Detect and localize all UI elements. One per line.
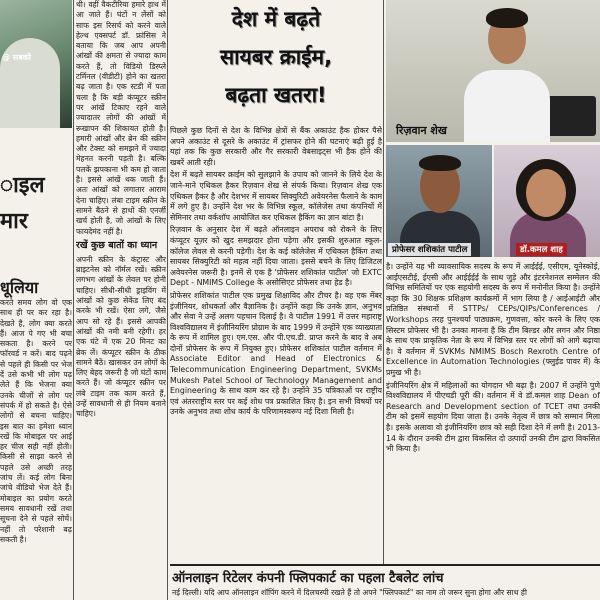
left-article-headline bbox=[0, 168, 72, 240]
main-paragraph-1: पिछले कुछ दिनों से देश के विभिन्न क्षेत्रों से बैंक अकाउंट हैक होकर पैसे अपने अकाउंट से दूसरे के अकाउंट में ट्रांसफर होने की घटनाएं बढ़ी हुई है यहां तक कि कुछ सरकारी और गैर सरकारी वेबसाइट्स भी हैक होने की खबरें आती रही। bbox=[170, 126, 382, 167]
main-headline-line-2: सायबर क्राईम, bbox=[219, 45, 333, 69]
eye-health-subhead: रखें कुछ बातों का ध्यान bbox=[76, 239, 158, 251]
shashikant-patil-photo bbox=[386, 145, 492, 257]
right-paragraph-2: इंजीनियरिंग क्षेत्र में महिलाओं का योगदान भी बढ़ा है। 2007 में उन्होंने पुणे विश्वविद्यालय में पीएचडी पूरी की। वर्तमान में वे डॉ.कमल शाह Dean of Research and Development section of TCET तथा उनकी टीम को इसमें सहयोग दिया जाता है। उनके नेतृत्व में छात्र को सम्मान मिला है। इसके अलावा वो इंजीनियरिंग छात्र को सही दिशा देने में लगी है। 2013-14 के दौरान उनकी टीम द्वारा विकसित दो उत्पादों उनकी टीम द्वारा विकसित भी किया है। bbox=[386, 380, 600, 454]
main-paragraph-3: रिज़वान के अनुसार देश में बढ़ते ऑनलाइन अपराध को रोकने के लिए कंप्यूटर यूज़र को खुद समझदार होना पड़ेगा और इसकी शुरुआत स्कूल-कॉलेज लेवल से करनी पड़ेगी। देश के कई कॉलेजेस में एथिकल हैकिंग तथा सायबर सिक्युरिटी को महत्व नहीं दिया जाता। इससे बचने के लिए डिजिटल अवेयरनेस जरूरी है। इनमें से एक है 'प्रोफेसर शशिकांत पाटील' जो EXTC Dept - NMIMS College के असोसिएट प्रोफेसर तथा हेड है। bbox=[170, 225, 382, 288]
person-body bbox=[464, 70, 550, 142]
main-headline-line-1: देश में बढ़ते bbox=[231, 7, 321, 31]
main-headline-box bbox=[170, 0, 382, 120]
left-article-body: करते समय लोग वो एक साथ ही पर कर रहा है। देखते है, लोग क्या करते हैं। आज पे गए भी बचा सकता है। करने पर फॉरवर्ड न करें। बाद पढ़ने से पहले ही किसी पर भेज दें उसे कभी भी लोग पढ़ लेते हैं कि भेजना क्या उनके चीजों से लोग पर संपर्क में हो सकते है। ऐसे लोगों से बचना चाहिए। इस बात का हमेशा ध्यान रखें कि मोबाइल पर आई हर चीज सही नहीं होती। किसी से साझा करने से पहले उसे अच्छी तरह जांच लें। कई लोग बिना जांचे वीडियो भेज देते हैं। मोबाइल का प्रयोग करते समय सावधानी रखें तथा सूचना देने से पहले सोचें। नहीं तो परेशानी बढ़ सकती है। bbox=[0, 298, 72, 544]
main-paragraph-2: देश में बढ़ते सायबर क्राईम को सुलझाने के उपाय को जानने के लिये देश के जाने-माने एथिकल हैकर रिज़वान शेख से संपर्क किया। रिज़वान शेख एक एथिकल हैकर है और देशभर में सायबर सिक्युरिटी अवेयरनेस फैलाने के काम में लगे हुए है। उन्होंने देश भर के विभिन्न स्कूल, कॉलेजेस तथा कंपनियों में सेमिनार तथा वर्कशॉप आयोजित कर एथिकल हैकिंग का ज्ञान बांटा है। bbox=[170, 170, 382, 222]
photo-overlay-text: @ सबको bbox=[2, 53, 31, 62]
flipkart-headline: ऑनलाइन रिटेलर कंपनी फ्लिपकार्ट का पहला टैबलेट लांच bbox=[172, 571, 444, 586]
person-hair bbox=[486, 8, 528, 28]
left-headline-line-1: ाइल bbox=[0, 173, 45, 198]
main-article-body bbox=[170, 126, 382, 566]
person-head bbox=[526, 169, 566, 217]
kamal-shah-photo bbox=[494, 145, 600, 257]
patil-caption: प्रोफेसर शशिकांत पाटील bbox=[388, 243, 471, 256]
left-article-photo bbox=[0, 0, 72, 128]
rizwan-caption: रिज़वान शेख bbox=[396, 124, 447, 137]
main-headline bbox=[170, 0, 382, 114]
shah-caption: डॉ.कमल शाह bbox=[516, 243, 567, 256]
column-divider bbox=[167, 0, 168, 600]
person-hair bbox=[419, 155, 461, 171]
eye-health-body-top: थी। वहीं वैकटीरिया हमारे हाथ में आ जाते हैं। घंटों न लेंसों को साफ इस रिसर्च को करने वाले हेल्थ एक्सपर्ट डॉ. फ्रांसिस ने बताया कि जब आप अपनी आंखों की क्षमता से ज्यादा काम करते हैं, तो विडियो डिस्प्ले टर्मिनल (वीडीटी) होने का खतरा बढ़ जाता है। एक स्टडी में पता चला है कि बड़ी कंप्यूटर स्क्रीन पर आंखें टिकाए रहने वाले ज्यादातर लोगों की आंखों में रूखापन की शिकायत होती है। हमारी आंखों और ब्रेन की स्क्रीन और टेक्स्ट को समझने में ज्यादा मेहनत करनी पड़ती है। बल्कि पलकें झपकाना भी कम हो जाता है। इससे आंखें थक जाती हैं। अतः आंखों को लगातार आराम देना चाहिए। लंबा टाइम स्क्रीन के सामने बैठने से हाथों की एनर्जी खर्च होती है, जो आंखों के लिए फायदेमंद नहीं है। bbox=[76, 0, 166, 236]
right-paragraph-1: है। उन्होंने यह भी व्यावसायिक सदस्य के रूप में आईईई, एसीएम, यूनेस्कोई, आईएसटीई, ईएसी और आईईईई के साथ जुड़े और इंटरनेशनल सम्मेलन की विभिन्न समितियों पर एक सहयोगी सदस्य के रूप में मनोनीत किया है। उन्होंने कहा कि 30 शिक्षक प्रशिक्षण कार्यक्रमों में भाग लिया है / आईआईटी और प्रतिष्ठित संस्थानों में STTPs/ CEPs/QIPs/Conferences / Workshops तरह पुनश्चर्या पाठ्यक्रम, गुणवत्ता, कोर करने के लिए एक सिस्टम प्रोफेसर भी है। उनका मानना है कि टीम बिल्डर और लगन और निष्ठा के साथ एक प्राकृतिक नेता के रूप में विभिन्न स्तर पर लोगों को आगे बढ़ाया है। वे वर्तमान में SVKMs NMIMS Bosch Rexroth Centre of Excellence in Automation Technologies (फ्लुईड पावर में) के प्रमुख भी है। bbox=[386, 262, 600, 377]
bottom-divider bbox=[170, 564, 600, 566]
column-divider bbox=[383, 0, 384, 564]
flipkart-lead-text: नई दिल्ली। यदि आप ऑनलाइन शॉपिंग करने में दिलचस्पी रखते हैं तो अपने "फ्लिपकार्ट" का नाम तो जरूर सुना होगा और साथ ही bbox=[172, 588, 527, 597]
main-paragraph-4: प्रोफेसर शशिकांत पाटील एक प्रमुख शिक्षाविद और टीचर है। वह एक मेंबर इंजीनियर, शोधकर्ता और वैज्ञानिक है। उन्होंने कहा कि उनके ज्ञान, अनुभव और सेवा ने उन्हें अलग पहचान दिलाई है। वे पाटील 1991 में उत्तर महाराष्ट्र विश्वविद्यालय में इंजीनियरिंग प्रोग्राम के बाद 1999 में उन्होंने एक व्याख्याता के रूप में शामिल हुए। एम.एस. और पी.एच.डी. प्राप्त करने के बाद वे अब दोनों प्रोफेसर के रूप में नियुक्त हुए। प्रोफेसर शशिकांत पाटील वर्तमान में Associate Editor and Head of Electronics & Telecommunication Engineering Department, SVKMs Mukesh Patel School of Technology Management and Engineering के साथ काम कर रहे है। उन्होंने 35 पत्रिकाओं पर राष्ट्रीय एवं अंतरराष्ट्रीय स्तर पर कई शोध पत्र प्रकाशित किए है। इन सभी विषयों पर उनके अनुभव तथा शोध कार्य के परिणामस्वरूप नई दिशा मिली है। bbox=[170, 290, 382, 417]
rizwan-shaikh-photo bbox=[386, 0, 600, 142]
left-headline-line-2: मार bbox=[0, 209, 28, 234]
left-adjacent-article bbox=[0, 0, 72, 600]
eye-health-column bbox=[76, 0, 166, 600]
eye-health-body-bottom: अपनी स्क्रीन के कंट्रास्ट और ब्राइटनेस को नॉर्मल रखें। स्क्रीन लगभग आंखों के लेवल पर होनी चाहिए। सीधी-सीधी ड्राइविंग में आंखों को कुछ सेकेंड लिए बंद करके भी रखें। ऐसा लगे, जैसे आप सो रहे हैं। इससे आपकी आंखों की नमी बनी रहेगी। हर एक घंटे में एक 20 मिनट का ब्रेक लें। कंप्यूटर स्क्रीन के ठीक सामने बैठें। खासकर उन लोगों के लिए बेहद जरूरी है जो घंटों काम करते हैं। जो कंप्यूटर स्क्रीन पर लंबे टाइम तक काम करते हैं, उन्हें सावधानी से ही नियम बनाने चाहिए। bbox=[76, 254, 166, 419]
left-article-subhead: धूलिया bbox=[0, 278, 39, 297]
column-divider bbox=[73, 0, 74, 600]
right-article-body bbox=[386, 262, 600, 564]
main-headline-line-3: बढ़ता खतरा! bbox=[225, 83, 327, 107]
